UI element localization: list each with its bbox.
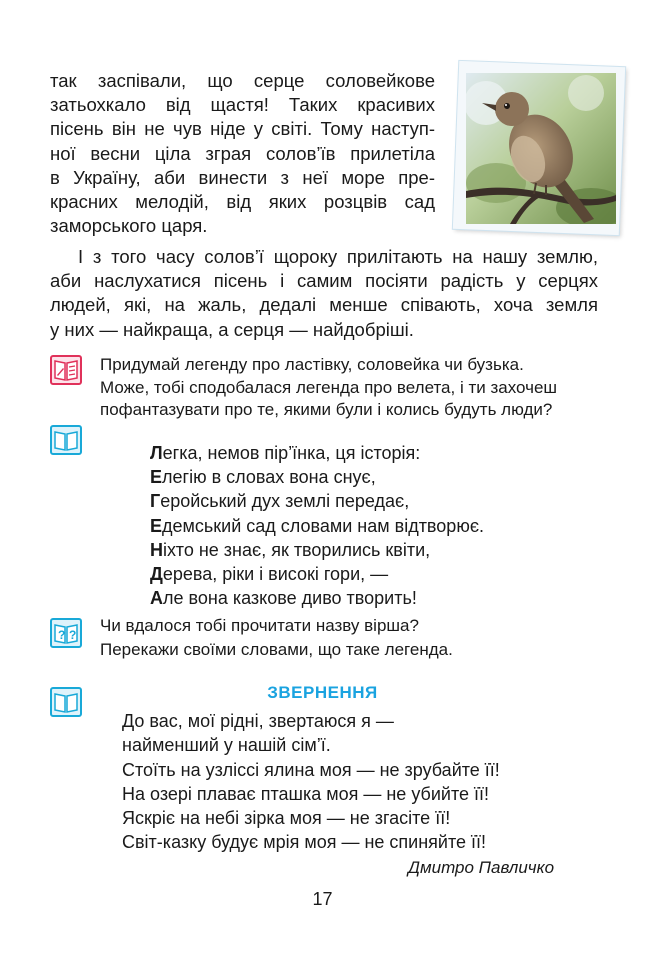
poem-line-text: ле вона казкове диво творить!	[163, 588, 417, 609]
poem-line: На озері плаває пташка моя — не убийте її!	[122, 783, 489, 804]
text-line: ної весни ціла зграя солов’їв прилетіла	[50, 142, 435, 164]
poem-line: Світ-казку будує мрія моя — не спиняйте її!	[122, 832, 487, 853]
acrostic-letter: Г	[150, 491, 161, 512]
svg-text:?: ?	[58, 628, 66, 642]
poem-line-text: ерева, ріки і високі гори, —	[162, 564, 389, 585]
poem-zvernennia	[122, 709, 500, 855]
task-read-title	[100, 614, 453, 662]
poem-line-text: егка, немов пір’їнка, ця історія:	[162, 443, 421, 463]
poem-line	[150, 489, 484, 513]
poem-line	[150, 514, 484, 538]
poem-line: Стоїть на узліссі ялина моя — не зрубайте її!	[122, 759, 500, 780]
poem-line-text: демський сад словами нам відтворює.	[162, 515, 485, 536]
text-line: Чи вдалося тобі прочитати назву вірша?	[100, 616, 419, 635]
story-paragraph	[50, 245, 598, 342]
text-line: пофантазувати про те, якими були і колись будуть люди?	[100, 400, 553, 419]
acrostic-letter: Д	[150, 564, 163, 585]
write-task-icon	[50, 355, 82, 385]
poem-line	[150, 538, 484, 562]
poem-line-text: еройський дух землі передає,	[160, 491, 410, 512]
poem-line-text: легію в словах вона снує,	[162, 467, 376, 488]
poem-line	[150, 586, 484, 610]
text-line: у них — найкраща, а серця — найдобріші.	[50, 318, 414, 340]
task-write-legend	[100, 354, 557, 422]
text-line: І з того часу солов’ї щороку прилітають на нашу землю,	[78, 246, 598, 267]
text-line: так заспівали, що серце соловейкове	[50, 70, 435, 91]
acrostic-letter: Л	[150, 443, 163, 463]
text-line: людей, які, на жаль, дедалі менше співають, хоча земля	[50, 294, 598, 316]
text-line: затьохкало від щастя! Таких красивих	[50, 94, 435, 116]
text-line: аби наслухатися пісень і самим посіяти радість у серцях	[50, 270, 598, 292]
acrostic-letter: Е	[150, 467, 163, 488]
poem-line: До вас, мої рідні, звертаюся я —	[122, 711, 394, 731]
acrostic-poem	[150, 441, 484, 610]
text-line: Придумай легенду про ластівку, соловейка чи бузька.	[100, 355, 524, 374]
text-line: пісень він не чув ніде у світі. Тому наступ-	[50, 118, 435, 140]
nightingale-photo	[466, 73, 616, 224]
page-number: 17	[312, 889, 333, 909]
text-line: Перекажи своїми словами, що таке легенда.	[100, 640, 453, 659]
poem-line-text: іхто не знає, як творились квіти,	[163, 539, 431, 560]
open-book-icon	[50, 425, 82, 455]
text-line: Може, тобі сподобалася легенда про велета, і ти захочеш	[100, 377, 558, 397]
poem-line: Яскріє на небі зірка моя — не згасіте її!	[122, 808, 451, 829]
poem-line: найменший у нашій сім’ї.	[122, 735, 331, 756]
poem-line	[150, 465, 484, 489]
intro-paragraph	[50, 69, 435, 238]
text-line: в Україну, аби винести з неї море пре-	[50, 166, 435, 188]
svg-text:?: ?	[69, 628, 77, 642]
poem-author: Дмитро Павличко	[408, 858, 555, 877]
poem-line	[150, 562, 484, 586]
text-line: заморського царя.	[50, 215, 208, 237]
poem-line	[150, 441, 484, 465]
acrostic-letter: А	[150, 588, 163, 609]
acrostic-letter: Е	[150, 515, 163, 536]
acrostic-letter: Н	[150, 539, 163, 560]
poem-title: ЗВЕРНЕННЯ	[267, 683, 378, 702]
question-book-icon	[50, 618, 82, 648]
text-line: красних мелодій, від яких розцвів сад	[50, 191, 435, 213]
